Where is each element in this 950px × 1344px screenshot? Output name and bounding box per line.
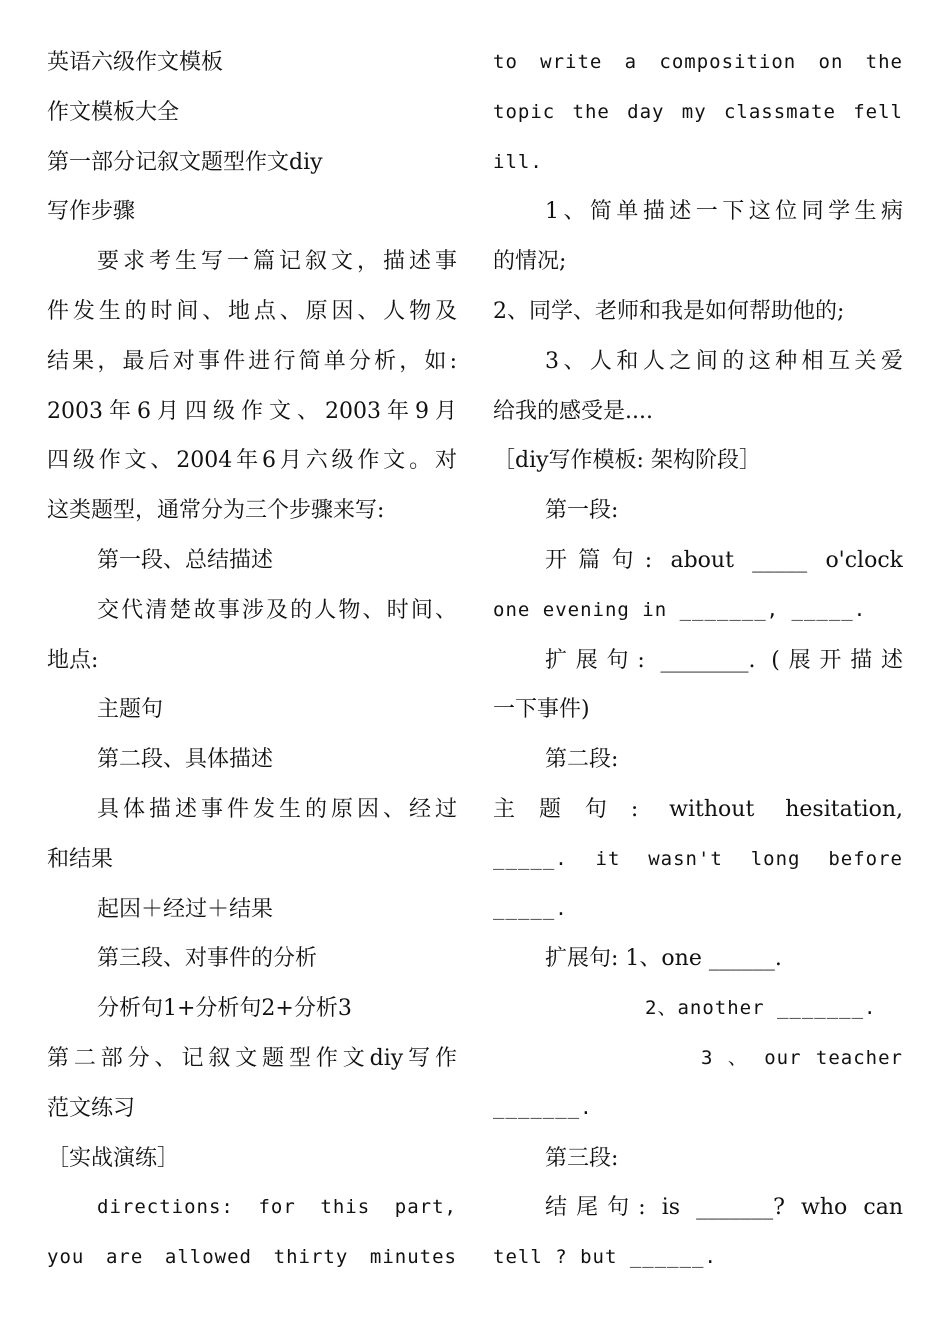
left-text-line: ［实战演练］	[47, 1145, 180, 1171]
left-text-line: 四级作文、2004年6月六级作文。对	[47, 448, 457, 474]
right-text-line: 主题句: without hesitation,	[493, 796, 903, 822]
left-text-line: you are allowed thirty minutes	[47, 1246, 457, 1269]
right-text-line: 3、人和人之间的这种相互关爱	[545, 348, 903, 374]
left-text-line: 作文模板大全	[47, 99, 180, 125]
left-text-line: 第二段、具体描述	[97, 747, 274, 773]
left-text-line: 写作步骤	[47, 199, 136, 225]
right-text-line: ［diy写作模板: 架构阶段］	[493, 448, 761, 474]
right-text-line: ill.	[493, 150, 543, 173]
left-text-line: directions: for this part,	[97, 1196, 457, 1219]
left-text-line: 地点:	[47, 647, 99, 673]
right-text-line: _____. it wasn't long before	[493, 847, 903, 870]
left-text-line: 要求考生写一篇记叙文，描述事	[97, 249, 457, 275]
left-text-line: 英语六级作文模板	[47, 50, 224, 75]
left-text-line: 和结果	[47, 846, 114, 872]
right-text-line: 一下事件)	[493, 697, 590, 723]
right-text-line: 第二段:	[545, 747, 619, 773]
right-text-line: 扩展句: 1、one ______.	[545, 946, 782, 972]
right-text-line: 2、同学、老师和我是如何帮助他的;	[493, 298, 845, 324]
left-text-line: 结果，最后对事件进行简单分析，如:	[47, 348, 457, 374]
left-text-line: 这类题型，通常分为三个步骤来写:	[47, 498, 385, 524]
right-text-line: 扩展句: ________. (展开描述	[545, 647, 903, 673]
right-text-line: _____.	[493, 897, 568, 920]
right-text-line: one evening in _______, _____.	[493, 598, 867, 621]
left-text-line: 分析句1+分析句2+分析3	[97, 996, 352, 1022]
right-text-line: 开篇句: about _____ o'clock	[545, 547, 903, 573]
right-text-line: 给我的感受是....	[493, 398, 653, 424]
right-text-line: 1、简单描述一下这位同学生病	[545, 199, 903, 225]
left-text-line: 2003年6月四级作文、2003年9月	[47, 398, 457, 424]
right-text-line: to write a composition on the	[493, 51, 903, 73]
right-text-line: topic the day my classmate fell	[493, 100, 903, 123]
right-text-line: tell ? but ______.	[493, 1246, 717, 1269]
left-text-line: 第一段、总结描述	[97, 547, 274, 573]
left-text-line: 范文练习	[47, 1095, 136, 1121]
right-text-line: _______.	[493, 1096, 593, 1119]
right-text-line: 的情况;	[493, 249, 567, 275]
right-text-line: 结尾句: is _______? who can	[545, 1195, 903, 1221]
left-text-line: 第一部分记叙文题型作文diy	[47, 149, 323, 175]
right-text-line: 第三段:	[545, 1145, 619, 1171]
left-text-line: 交代清楚故事涉及的人物、时间、	[97, 597, 457, 623]
left-text-line: 第二部分、记叙文题型作文diy写作	[47, 1045, 457, 1071]
right-text-line: 第一段:	[545, 498, 619, 524]
left-text-line: 起因＋经过＋结果	[97, 896, 274, 922]
right-text-line: 2、another _______.	[645, 997, 877, 1020]
right-text-line: 3 、 our teacher	[701, 1046, 903, 1069]
right-column	[493, 38, 903, 1283]
left-text-line: 件发生的时间、地点、原因、人物及	[47, 298, 457, 324]
left-column	[47, 38, 457, 1283]
left-text-line: 主题句	[97, 697, 164, 723]
left-text-line: 第三段、对事件的分析	[97, 946, 318, 972]
left-text-line: 具体描述事件发生的原因、经过	[97, 796, 457, 822]
